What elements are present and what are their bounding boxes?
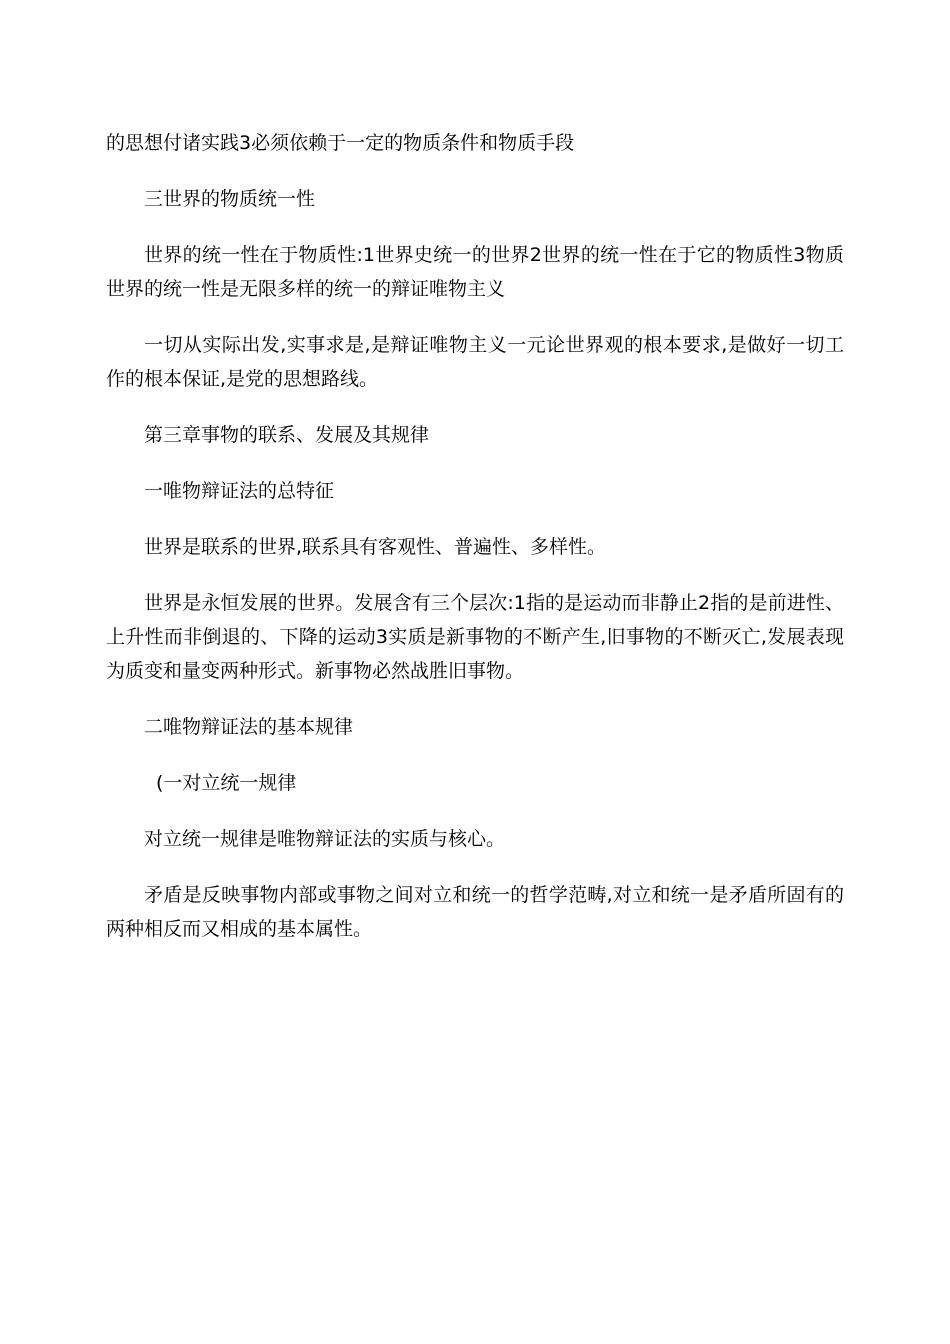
paragraph-contradiction-definition: 矛盾是反映事物内部或事物之间对立和统一的哲学范畴,对立和统一是矛盾所固有的两种相反而又相成的基本属性。 [106, 884, 844, 940]
paragraph-continuation: 的思想付诸实践3必须依赖于一定的物质条件和物质手段 [106, 132, 575, 154]
section-heading-dialectics-features: 一唯物辩证法的总特征 [144, 480, 335, 502]
paragraph-world-of-development: 世界是永恒发展的世界。发展含有三个层次:1指的是运动而非静止2指的是前进性、上升性而非倒退的、下降的运动3实质是新事物的不断产生,旧事物的不断灭亡,发展表现为质变和量变两种形式。新事物必然战胜旧事物。 [106, 592, 844, 682]
paragraph-unity-of-world: 世界的统一性在于物质性:1世界史统一的世界2世界的统一性在于它的物质性3物质世界的统一性是无限多样的统一的辩证唯物主义 [106, 244, 844, 300]
subsection-heading-unity-of-opposites: (一对立统一规律 [156, 772, 297, 794]
paragraph-seek-truth-from-facts: 一切从实际出发,实事求是,是辩证唯物主义一元论世界观的根本要求,是做好一切工作的根本保证,是党的思想路线。 [106, 334, 844, 390]
paragraph-unity-of-opposites-core: 对立统一规律是唯物辩证法的实质与核心。 [144, 828, 506, 850]
section-heading-material-unity: 三世界的物质统一性 [144, 188, 316, 210]
paragraph-world-of-connections: 世界是联系的世界,联系具有客观性、普遍性、多样性。 [144, 536, 607, 558]
section-heading-basic-laws: 二唯物辩证法的基本规律 [144, 716, 354, 738]
document-body [106, 126, 844, 968]
chapter-heading-three: 第三章事物的联系、发展及其规律 [144, 424, 430, 446]
